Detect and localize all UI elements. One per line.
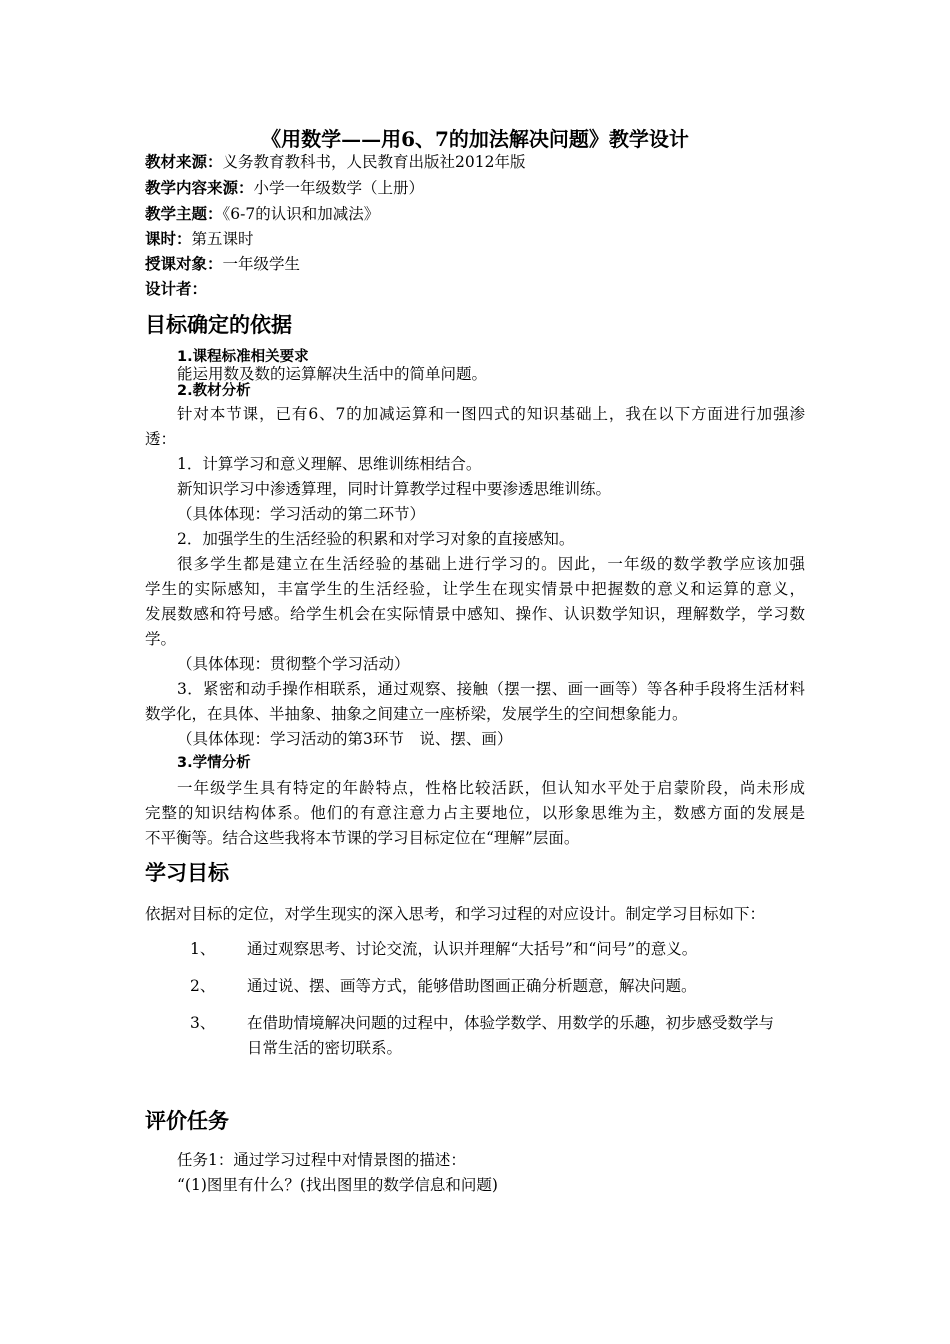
- meta-lesson: [145, 229, 254, 249]
- goal-text: 通过说、摆、画等方式，能够借助图画正确分析题意，解决问题。: [247, 977, 697, 995]
- list-item: 1．计算学习和意义理解、思维训练相结合。: [177, 455, 482, 473]
- meta-label: 教学内容来源：: [145, 178, 254, 197]
- paragraph: 完整的知识结构体系。他们的有意注意力占主要地位，以形象思维为主，数感方面的发展是: [145, 804, 805, 822]
- paragraph: 任务1：通过学习过程中对情景图的描述：: [177, 1151, 466, 1169]
- goal-number: 2、: [190, 977, 216, 995]
- meta-audience: [145, 254, 300, 274]
- section-heading-assessment: 评价任务: [145, 1109, 229, 1133]
- document-title: 《用数学——用6、7的加法解决问题》教学设计: [261, 127, 689, 151]
- meta-value: 第五课时: [191, 230, 254, 248]
- paragraph: （具体体现：学习活动的第二环节）: [177, 505, 426, 523]
- paragraph: 数学化，在具体、半抽象、抽象之间建立一座桥梁，发展学生的空间想象能力。: [145, 705, 688, 723]
- paragraph: 不平衡等。结合这些我将本节课的学习目标定位在“理解”层面。: [145, 829, 580, 847]
- meta-value: 小学一年级数学（上册）: [253, 179, 425, 197]
- meta-value: 一年级学生: [222, 255, 301, 273]
- paragraph: 发展数感和符号感。给学生机会在实际情景中感知、操作、认识数学知识，理解数学，学习数: [145, 605, 805, 623]
- section-heading-basis: 目标确定的依据: [145, 313, 292, 337]
- goal-number: 1、: [190, 940, 216, 958]
- subheading-standard: 1.课程标准相关要求: [177, 349, 309, 365]
- paragraph: 新知识学习中渗透算理，同时计算教学过程中要渗透思维训练。: [177, 480, 612, 498]
- meta-content-source: [145, 178, 424, 198]
- list-item: 3．紧密和动手操作相联系，通过观察、接触（摆一摆、画一画等）等各种手段将生活材料: [177, 680, 805, 698]
- paragraph: 一年级学生具有特定的年龄特点，性格比较活跃，但认知水平处于启蒙阶段，尚未形成: [177, 779, 805, 797]
- section-heading-goals: 学习目标: [145, 861, 229, 885]
- list-item: 2．加强学生的生活经验的积累和对学习对象的直接感知。: [177, 530, 575, 548]
- meta-value: 《6-7的认识和加减法》: [222, 205, 380, 223]
- paragraph: 学。: [145, 630, 177, 648]
- goal-number: 3、: [190, 1014, 216, 1032]
- meta-label: 教材来源：: [145, 152, 223, 171]
- goal-text: 日常生活的密切联系。: [247, 1039, 403, 1057]
- meta-label: 设计者：: [145, 279, 208, 298]
- goal-text: 在借助情境解决问题的过程中，体验学数学、用数学的乐趣，初步感受数学与: [247, 1014, 775, 1032]
- paragraph: 能运用数及数的运算解决生活中的简单问题。: [177, 365, 488, 383]
- paragraph: 针对本节课，已有6、7的加减运算和一图四式的知识基础上，我在以下方面进行加强渗: [177, 405, 805, 423]
- subheading-learner-analysis: 3.学情分析: [177, 755, 251, 771]
- paragraph: 透：: [145, 430, 177, 448]
- paragraph: （具体体现：学习活动的第3环节 说、摆、画）: [177, 730, 513, 748]
- goal-text: 通过观察思考、讨论交流，认识并理解“大括号”和“问号”的意义。: [247, 940, 698, 958]
- paragraph: （具体体现：贯彻整个学习活动）: [177, 655, 410, 673]
- meta-label: 授课对象：: [145, 254, 223, 273]
- meta-source: [145, 152, 525, 172]
- meta-designer: [145, 279, 207, 299]
- subheading-textbook: 2.教材分析: [177, 383, 251, 399]
- paragraph: 很多学生都是建立在生活经验的基础上进行学习的。因此，一年级的数学教学应该加强: [177, 555, 805, 573]
- paragraph: “(1)图里有什么？(找出图里的数学信息和问题): [177, 1176, 498, 1194]
- meta-label: 课时：: [145, 229, 192, 248]
- meta-value: 义务教育教科书，人民教育出版社2012年版: [222, 153, 526, 171]
- meta-topic: [145, 204, 379, 224]
- meta-label: 教学主题：: [145, 204, 223, 223]
- paragraph: 依据对目标的定位，对学生现实的深入思考，和学习过程的对应设计。制定学习目标如下：: [145, 905, 766, 923]
- paragraph: 学生的实际感知，丰富学生的生活经验，让学生在现实情景中把握数的意义和运算的意义，: [145, 580, 805, 598]
